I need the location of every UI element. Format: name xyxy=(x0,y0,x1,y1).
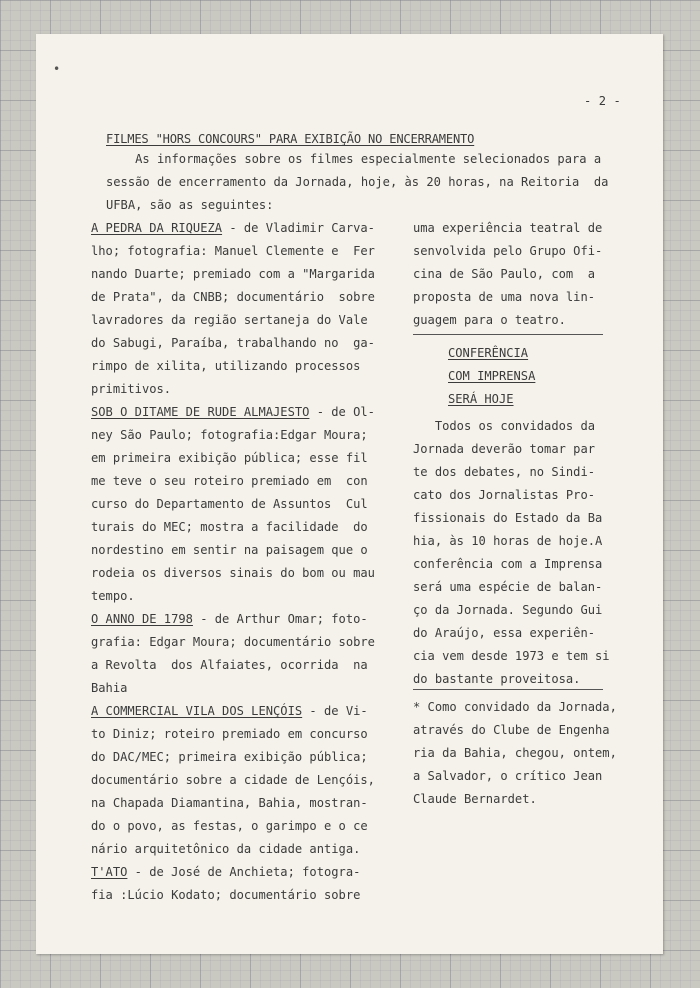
body-line: nando Duarte; premiado com a "Margarida xyxy=(91,267,375,281)
ink-speck: • xyxy=(53,62,61,76)
body-line: de Prata", da CNBB; documentário sobre xyxy=(91,290,375,304)
film-credit: - de Arthur Omar; foto- xyxy=(192,612,368,626)
body-line: cato dos Jornalistas Pro- xyxy=(413,488,596,502)
film-title: T'ATO xyxy=(91,865,128,879)
typewritten-page xyxy=(36,34,663,954)
body-line: hia, às 10 horas de hoje.A xyxy=(413,534,603,548)
body-line: a Revolta dos Alfaiates, ocorrida na xyxy=(91,658,368,672)
film-title: A COMMERCIAL VILA DOS LENÇÓIS xyxy=(91,704,303,718)
film-credit: - de Vladimir Carva- xyxy=(222,221,375,235)
body-line: grafia: Edgar Moura; documentário sobre xyxy=(91,635,375,649)
intro-line: UFBA, são as seguintes: xyxy=(106,198,274,212)
body-line: Jornada deverão tomar par xyxy=(413,442,596,456)
body-line: conferência com a Imprensa xyxy=(413,557,603,571)
body-line: ço da Jornada. Segundo Gui xyxy=(413,603,603,617)
body-line: Todos os convidados da xyxy=(413,419,596,433)
body-line: documentário sobre a cidade de Lençóis, xyxy=(91,773,375,787)
film-title: A PEDRA DA RIQUEZA xyxy=(91,221,223,235)
page-number: - 2 - xyxy=(584,94,621,108)
subheading-line: COM IMPRENSA xyxy=(448,369,536,383)
body-line: do DAC/MEC; primeira exibição pública; xyxy=(91,750,368,764)
intro-line: As informações sobre os filmes especialmente selecionados para a xyxy=(106,152,602,166)
film-entry-heading xyxy=(91,220,381,236)
body-line: te dos debates, no Sindi- xyxy=(413,465,596,479)
body-line: guagem para o teatro. xyxy=(413,313,566,327)
film-credit: - de Ol- xyxy=(309,405,375,419)
body-line: Bahia xyxy=(91,681,128,695)
note-line: Claude Bernardet. xyxy=(413,792,537,806)
body-line: na Chapada Diamantina, Bahia, mostran- xyxy=(91,796,368,810)
body-line: do Araújo, essa experiên- xyxy=(413,626,596,640)
film-credit: - de Vi- xyxy=(302,704,368,718)
body-line: me teve o seu roteiro premiado em con xyxy=(91,474,368,488)
body-line: rimpo de xilita, utilizando processos xyxy=(91,359,361,373)
body-line: primitivos. xyxy=(91,382,172,396)
body-line: nordestino em sentir na paisagem que o xyxy=(91,543,368,557)
film-entry-heading xyxy=(91,611,381,627)
body-line: fia :Lúcio Kodato; documentário sobre xyxy=(91,888,361,902)
body-line: em primeira exibição pública; esse fil xyxy=(91,451,368,465)
body-line: do o povo, as festas, o garimpo e o ce xyxy=(91,819,368,833)
section-divider xyxy=(413,689,603,690)
body-line: cina de São Paulo, com a xyxy=(413,267,596,281)
note-line: através do Clube de Engenha xyxy=(413,723,610,737)
page-title: FILMES "HORS CONCOURS" PARA EXIBIÇÃO NO ENCERRAMENTO xyxy=(106,132,475,146)
film-entry-heading xyxy=(91,864,381,880)
body-line: nário arquitetônico da cidade antiga. xyxy=(91,842,361,856)
note-line: ria da Bahia, chegou, ontem, xyxy=(413,746,617,760)
body-line: do Sabugi, Paraíba, trabalhando no ga- xyxy=(91,336,375,350)
body-line: curso do Departamento de Assuntos Cul xyxy=(91,497,368,511)
film-credit: - de José de Anchieta; fotogra- xyxy=(127,865,361,879)
body-line: cia vem desde 1973 e tem si xyxy=(413,649,610,663)
film-entry-heading xyxy=(91,703,381,719)
body-line: rodeia os diversos sinais do bom ou mau xyxy=(91,566,375,580)
subheading-line: CONFERÊNCIA xyxy=(448,346,529,360)
body-line: ney São Paulo; fotografia:Edgar Moura; xyxy=(91,428,368,442)
body-line: turais do MEC; mostra a facilidade do xyxy=(91,520,368,534)
body-line: proposta de uma nova lin- xyxy=(413,290,596,304)
film-title: SOB O DITAME DE RUDE ALMAJESTO xyxy=(91,405,310,419)
body-line: fissionais do Estado da Ba xyxy=(413,511,603,525)
body-line: uma experiência teatral de xyxy=(413,221,603,235)
body-line: do bastante proveitosa. xyxy=(413,672,581,686)
body-line: lavradores da região sertaneja do Vale xyxy=(91,313,368,327)
film-entry-heading xyxy=(91,404,381,420)
subheading-line: SERÁ HOJE xyxy=(448,392,514,406)
section-divider xyxy=(413,334,603,335)
film-title: O ANNO DE 1798 xyxy=(91,612,193,626)
body-line: tempo. xyxy=(91,589,135,603)
body-line: senvolvida pelo Grupo Ofi- xyxy=(413,244,603,258)
note-line: a Salvador, o crítico Jean xyxy=(413,769,603,783)
note-line: * Como convidado da Jornada, xyxy=(413,700,617,714)
body-line: to Diniz; roteiro premiado em concurso xyxy=(91,727,368,741)
intro-line: sessão de encerramento da Jornada, hoje, às 20 horas, na Reitoria da xyxy=(106,175,609,189)
body-line: lho; fotografia: Manuel Clemente e Fer xyxy=(91,244,375,258)
body-line: será uma espécie de balan- xyxy=(413,580,603,594)
